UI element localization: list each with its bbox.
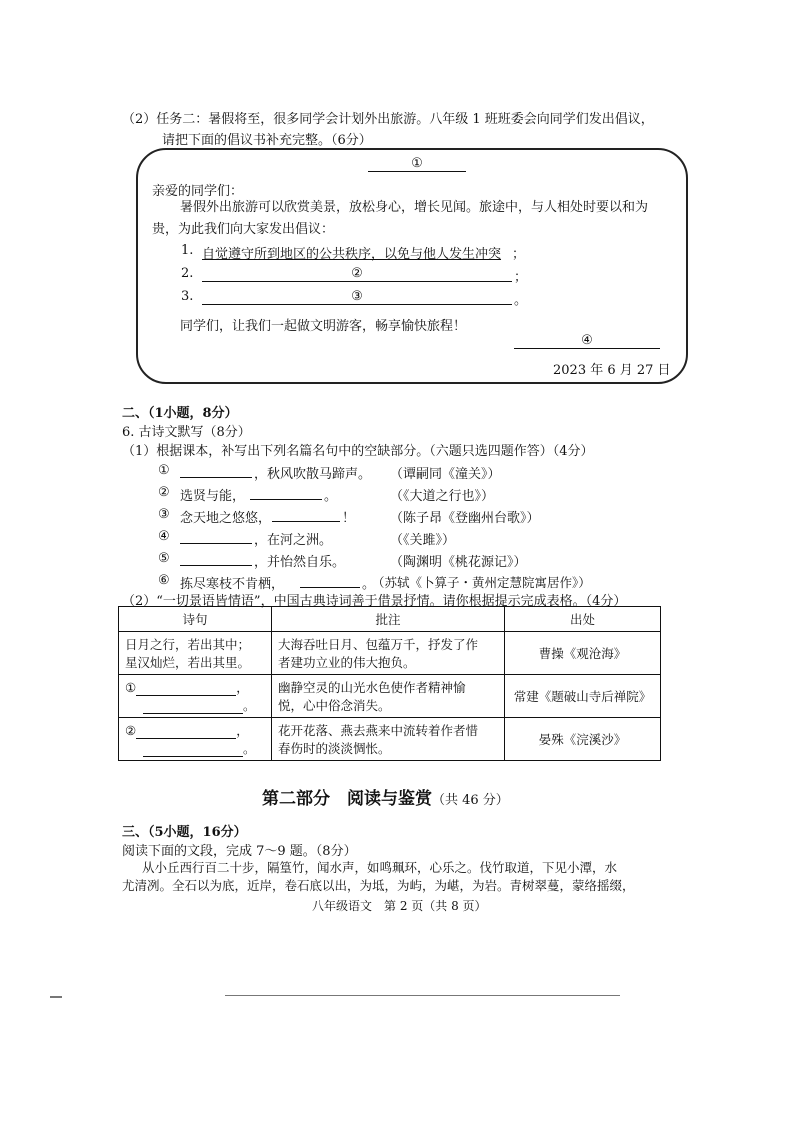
item3-blank: ③ <box>202 289 512 305</box>
answer-blank[interactable] <box>180 463 252 478</box>
answer-blank[interactable] <box>250 485 322 500</box>
scan-mark <box>50 996 62 998</box>
item2-end: ； <box>514 270 528 285</box>
scan-edge-line <box>225 995 620 996</box>
section3-instruction: 阅读下面的文段，完成 7～9 题。（8分） <box>122 844 357 859</box>
passage-line2: 尤清冽。全石以为底，近岸，卷石底以出，为坻，为屿，为嵁，为岩。青树翠蔓，蒙络摇缀， <box>122 878 635 893</box>
answer-blank[interactable] <box>180 551 252 566</box>
table-row <box>119 675 661 718</box>
answer-blank[interactable] <box>136 683 236 696</box>
item1-text: 自觉遵守所到地区的公共秩序，以免与他人发生冲突 <box>202 247 502 262</box>
source-cell: 曹操《观沧海》 <box>505 632 661 675</box>
answer-blank[interactable] <box>272 507 340 522</box>
table-header: 出处 <box>505 607 661 632</box>
note-cell: 幽静空灵的山光水色使作者精神愉 悦，心中俗念消失。 <box>272 675 505 718</box>
answer-blank[interactable] <box>136 726 236 739</box>
table-row <box>119 718 661 761</box>
note-cell: 花开花落、燕去燕来中流转着作者惜 春伤时的淡淡惆怅。 <box>272 718 505 761</box>
letter-date: 2023 年 6 月 27 日 <box>553 363 671 378</box>
item3-end: 。 <box>514 293 528 308</box>
q6-sub2: （2）“一切景语皆情语”，中国古典诗词善于借景抒情。请你根据提示完成表格。（4分） <box>122 594 627 609</box>
page-footer: 八年级语文 第 2 页（共 8 页） <box>312 899 487 913</box>
part2-score: （共 46 分） <box>432 793 509 808</box>
poem-table <box>118 606 661 761</box>
letter-para1: 暑假外出旅游可以欣赏美景，放松身心，增长见闻。旅途中，与人相处时要以和为 <box>180 200 649 215</box>
passage-line1: 从小丘西行百二十步，隔篁竹，闻水声，如鸣珮环，心乐之。伐竹取道，下见小潭，水 <box>142 860 618 875</box>
poem-cell: 日月之行，若出其中； 星汉灿烂，若出其里。 <box>119 632 272 675</box>
letter-greeting: 亲爱的同学们： <box>152 184 244 199</box>
answer-blank[interactable] <box>300 573 360 588</box>
answer-blank[interactable] <box>143 744 243 757</box>
part2-title: 第二部分 阅读与鉴赏 <box>262 789 432 809</box>
answer-blank[interactable] <box>143 701 243 714</box>
item1-end: ； <box>512 247 526 262</box>
q6-sub1: （1）根据课本，补写出下列名篇名句中的空缺部分。（六题只选四题作答）（4分） <box>122 444 594 459</box>
table-header-row <box>119 607 661 632</box>
table-header: 诗句 <box>119 607 272 632</box>
item3-num: 3. <box>181 289 194 304</box>
note-cell: 大海吞吐日月、包蕴万千，抒发了作 者建功立业的伟大抱负。 <box>272 632 505 675</box>
blank-signature: ④ <box>514 333 660 349</box>
letter-para2: 贵，为此我们向大家发出倡议： <box>152 222 335 237</box>
answer-blank[interactable] <box>180 529 252 544</box>
section2-heading: 二、（1小题，8分） <box>122 406 238 421</box>
blank-title: ① <box>368 156 466 172</box>
source-cell: 晏殊《浣溪沙》 <box>505 718 661 761</box>
item2-num: 2. <box>181 266 194 281</box>
source-cell: 常建《题破山寺后禅院》 <box>505 675 661 718</box>
section3-heading: 三、（5小题，16分） <box>122 825 247 840</box>
table-header: 批注 <box>272 607 505 632</box>
poem-cell: ② ， 。 <box>119 718 272 761</box>
item1-num: 1. <box>181 243 194 258</box>
task2-line1: （2）任务二：暑假将至，很多同学会计划外出旅游。八年级 1 班班委会向同学们发出倡议， <box>122 112 654 127</box>
part2-title-wrap <box>262 784 509 809</box>
item2-blank: ② <box>202 266 512 282</box>
task2-line2: 请把下面的倡议书补充完整。（6分） <box>162 133 372 148</box>
poem-cell: ① ， 。 <box>119 675 272 718</box>
q6-title: 6. 古诗文默写（8分） <box>122 425 251 440</box>
table-row <box>119 632 661 675</box>
letter-closing: 同学们，让我们一起做文明游客，畅享愉快旅程！ <box>180 319 467 334</box>
